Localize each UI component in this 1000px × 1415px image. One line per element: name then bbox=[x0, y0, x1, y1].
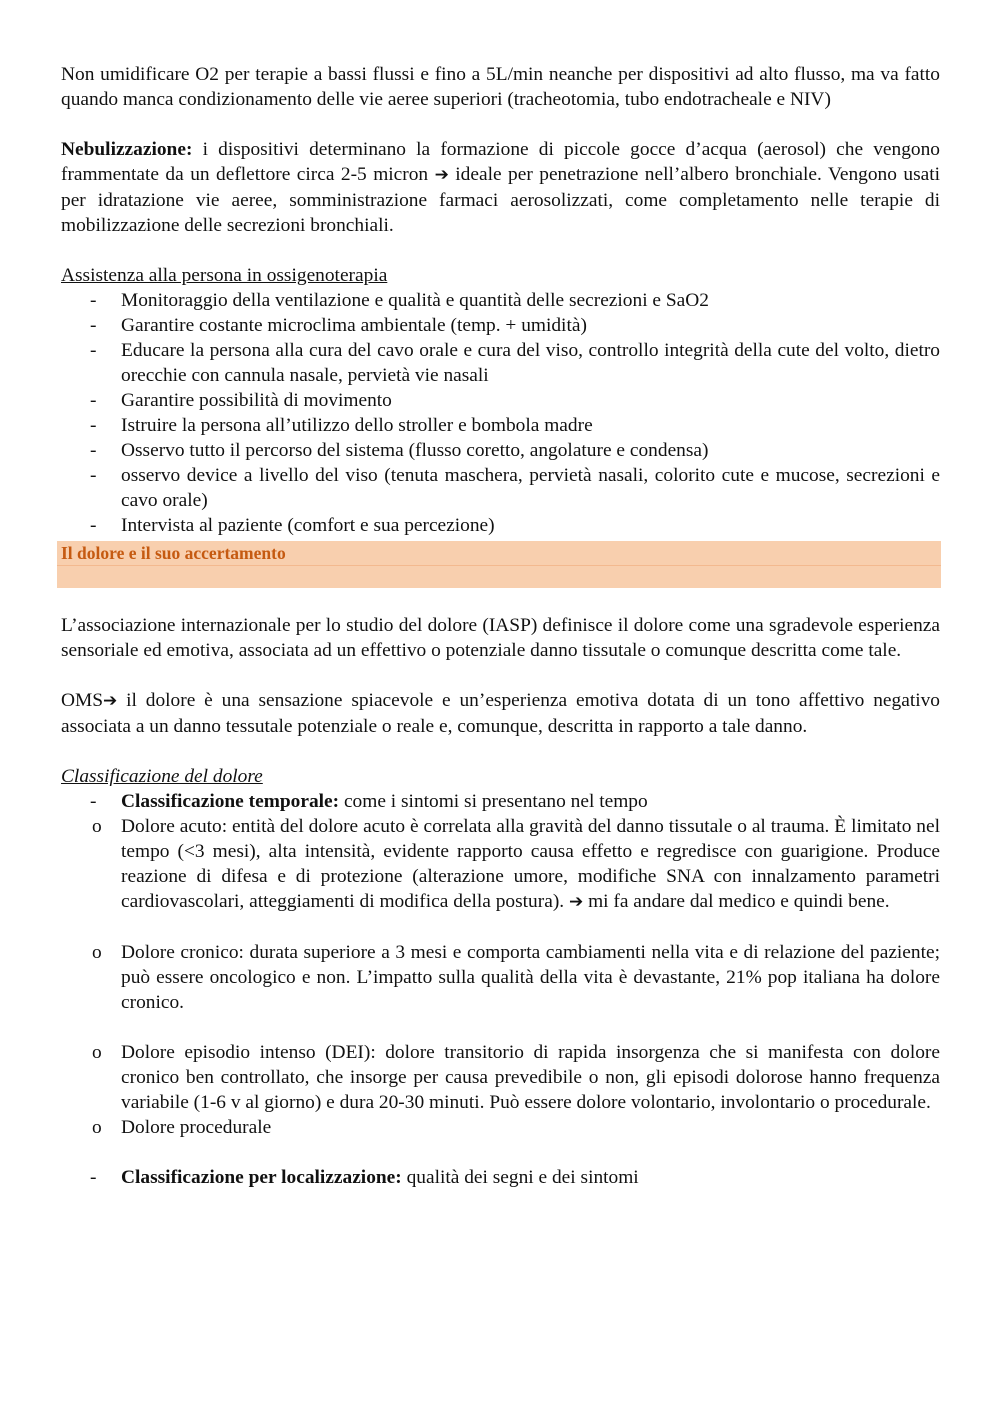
list-item-text: osservo device a livello del viso (tenuta maschera, pervietà nasali, colorito cute e mucose, secrezioni e cavo orale) bbox=[121, 465, 940, 511]
list-item-text: Garantire possibilità di movimento bbox=[121, 390, 392, 411]
nebulizzazione-text-a: i dispositivi determinano la formazione di piccole gocce d’acqua (aerosol) che vengono frammentate da un deflettore circa 2-5 micron bbox=[61, 139, 940, 185]
procedurale-text: Dolore procedurale bbox=[121, 1117, 272, 1138]
oms-paragraph bbox=[61, 688, 940, 739]
list-item bbox=[61, 313, 940, 338]
nebulizzazione-paragraph bbox=[61, 137, 940, 238]
classificazione-list bbox=[61, 789, 940, 915]
dash-marker: - bbox=[90, 415, 97, 436]
list-item bbox=[61, 413, 940, 438]
localizzazione-label: Classificazione per localizzazione: bbox=[121, 1167, 402, 1188]
temporale-text: come i sintomi si presentano nel tempo bbox=[339, 791, 648, 812]
list-item-text: Monitoraggio della ventilazione e qualità e quantità delle secrezioni e SaO2 bbox=[121, 290, 709, 311]
arrow-icon: ➔ bbox=[434, 165, 449, 185]
oms-label: OMS bbox=[61, 690, 104, 711]
localizzazione-text: qualità dei segni e dei sintomi bbox=[401, 1167, 639, 1188]
classificazione-list-2 bbox=[61, 940, 940, 1015]
dei-text: Dolore episodio intenso (DEI): dolore transitorio di rapida insorgenza che si manifesta con dolore cronico ben controllato, che insorge per causa prevedibile o non, gli episodi dolorose hanno frequenza variabile (1-6 v al giorno) e dura 20-30 minuti. Può essere dolore volontario, involontario o procedurale. bbox=[121, 1042, 940, 1113]
list-item bbox=[61, 1040, 940, 1115]
list-item-text: Intervista al paziente (comfort e sua percezione) bbox=[121, 515, 495, 536]
list-item-text: Osservo tutto il percorso del sistema (flusso coretto, angolature e condensa) bbox=[121, 440, 709, 461]
list-item bbox=[61, 388, 940, 413]
list-item bbox=[61, 438, 940, 463]
dash-marker: - bbox=[90, 791, 97, 812]
list-item bbox=[61, 940, 940, 1015]
list-item-text: Garantire costante microclima ambientale (temp. + umidità) bbox=[121, 315, 587, 336]
list-item bbox=[61, 1115, 940, 1140]
dash-marker: - bbox=[90, 440, 97, 461]
nebulizzazione-text-b: ideale per penetrazione nell’albero bronchiale. Vengono usati per idratazione vie aeree, somministrazione farmaci aerosolizzati, come completamento nelle terapie di mobilizzazione delle secrezioni bronchiali. bbox=[61, 164, 940, 236]
list-item bbox=[61, 288, 940, 313]
list-item bbox=[61, 463, 940, 513]
dash-marker: - bbox=[90, 390, 97, 411]
dash-marker: - bbox=[90, 465, 97, 486]
list-item bbox=[61, 513, 940, 538]
classificazione-list-4 bbox=[61, 1165, 940, 1190]
acuto-text-b: mi fa andare dal medico e quindi bene. bbox=[583, 891, 890, 912]
document-page bbox=[61, 62, 940, 1190]
dash-marker: - bbox=[90, 290, 97, 311]
dash-marker: - bbox=[90, 340, 97, 361]
arrow-icon: ➔ bbox=[103, 691, 118, 711]
oms-text: il dolore è una sensazione spiacevole e un’esperienza emotiva dotata di un tono affettivo negativo associata a un danno tessutale potenziale o reale e, comunque, descritta in rapporto a tale danno. bbox=[61, 690, 940, 737]
dash-marker: - bbox=[90, 1167, 97, 1188]
cronico-text: Dolore cronico: durata superiore a 3 mesi e comporta cambiamenti nella vita e di relazione del paziente; può essere oncologico e non. L’impatto sulla qualità della vita è devastante, 21% pop italiana ha dolore cronico. bbox=[121, 942, 940, 1013]
classificazione-list-3 bbox=[61, 1040, 940, 1140]
assistenza-list bbox=[61, 288, 940, 538]
intro-paragraph: Non umidificare O2 per terapie a bassi flussi e fino a 5L/min neanche per dispositivi ad alto flusso, ma va fatto quando manca condizionamento delle vie aeree superiori (tracheotomia, tubo endotracheale e NIV) bbox=[61, 64, 940, 110]
list-item bbox=[61, 789, 940, 814]
temporale-label: Classificazione temporale: bbox=[121, 791, 340, 812]
nebulizzazione-label: Nebulizzazione: bbox=[61, 139, 193, 160]
acuto-text-a: Dolore acuto: entità del dolore acuto è correlata alla gravità del danno tissutale o al trauma. È limitato nel tempo (<3 mesi), alta intensità, evidente rapporto causa effetto e regredisce con guarigione. Produce reazione di difesa e di protezione (alterazione umore, modifiche SNA con innalzamento parametri cardiovascolari, atteggiamenti di modifica della postura). bbox=[121, 816, 940, 912]
assistenza-heading: Assistenza alla persona in ossigenoterapia bbox=[61, 265, 388, 286]
classificazione-heading: Classificazione del dolore bbox=[61, 766, 263, 787]
banner-divider bbox=[57, 565, 941, 566]
circle-marker: o bbox=[92, 816, 102, 837]
dash-marker: - bbox=[90, 515, 97, 536]
list-item-text: Istruire la persona all’utilizzo dello stroller e bombola madre bbox=[121, 415, 593, 436]
arrow-icon: ➔ bbox=[568, 892, 584, 912]
circle-marker: o bbox=[92, 1117, 102, 1138]
circle-marker: o bbox=[92, 1042, 102, 1063]
dash-marker: - bbox=[90, 315, 97, 336]
list-item bbox=[61, 338, 940, 388]
section-banner bbox=[57, 541, 941, 588]
list-item-text: Educare la persona alla cura del cavo orale e cura del viso, controllo integrità della cute del volto, dietro orecchie con cannula nasale, pervietà vie nasali bbox=[121, 340, 940, 386]
list-item bbox=[61, 1165, 940, 1190]
circle-marker: o bbox=[92, 942, 102, 963]
iasp-paragraph: L’associazione internazionale per lo studio del dolore (IASP) definisce il dolore come una sgradevole esperienza sensoriale ed emotiva, associata ad un effettivo o potenziale danno tissutale o comunque descritta come tale. bbox=[61, 615, 940, 661]
list-item bbox=[61, 814, 940, 915]
section-title: Il dolore e il suo accertamento bbox=[61, 543, 286, 563]
